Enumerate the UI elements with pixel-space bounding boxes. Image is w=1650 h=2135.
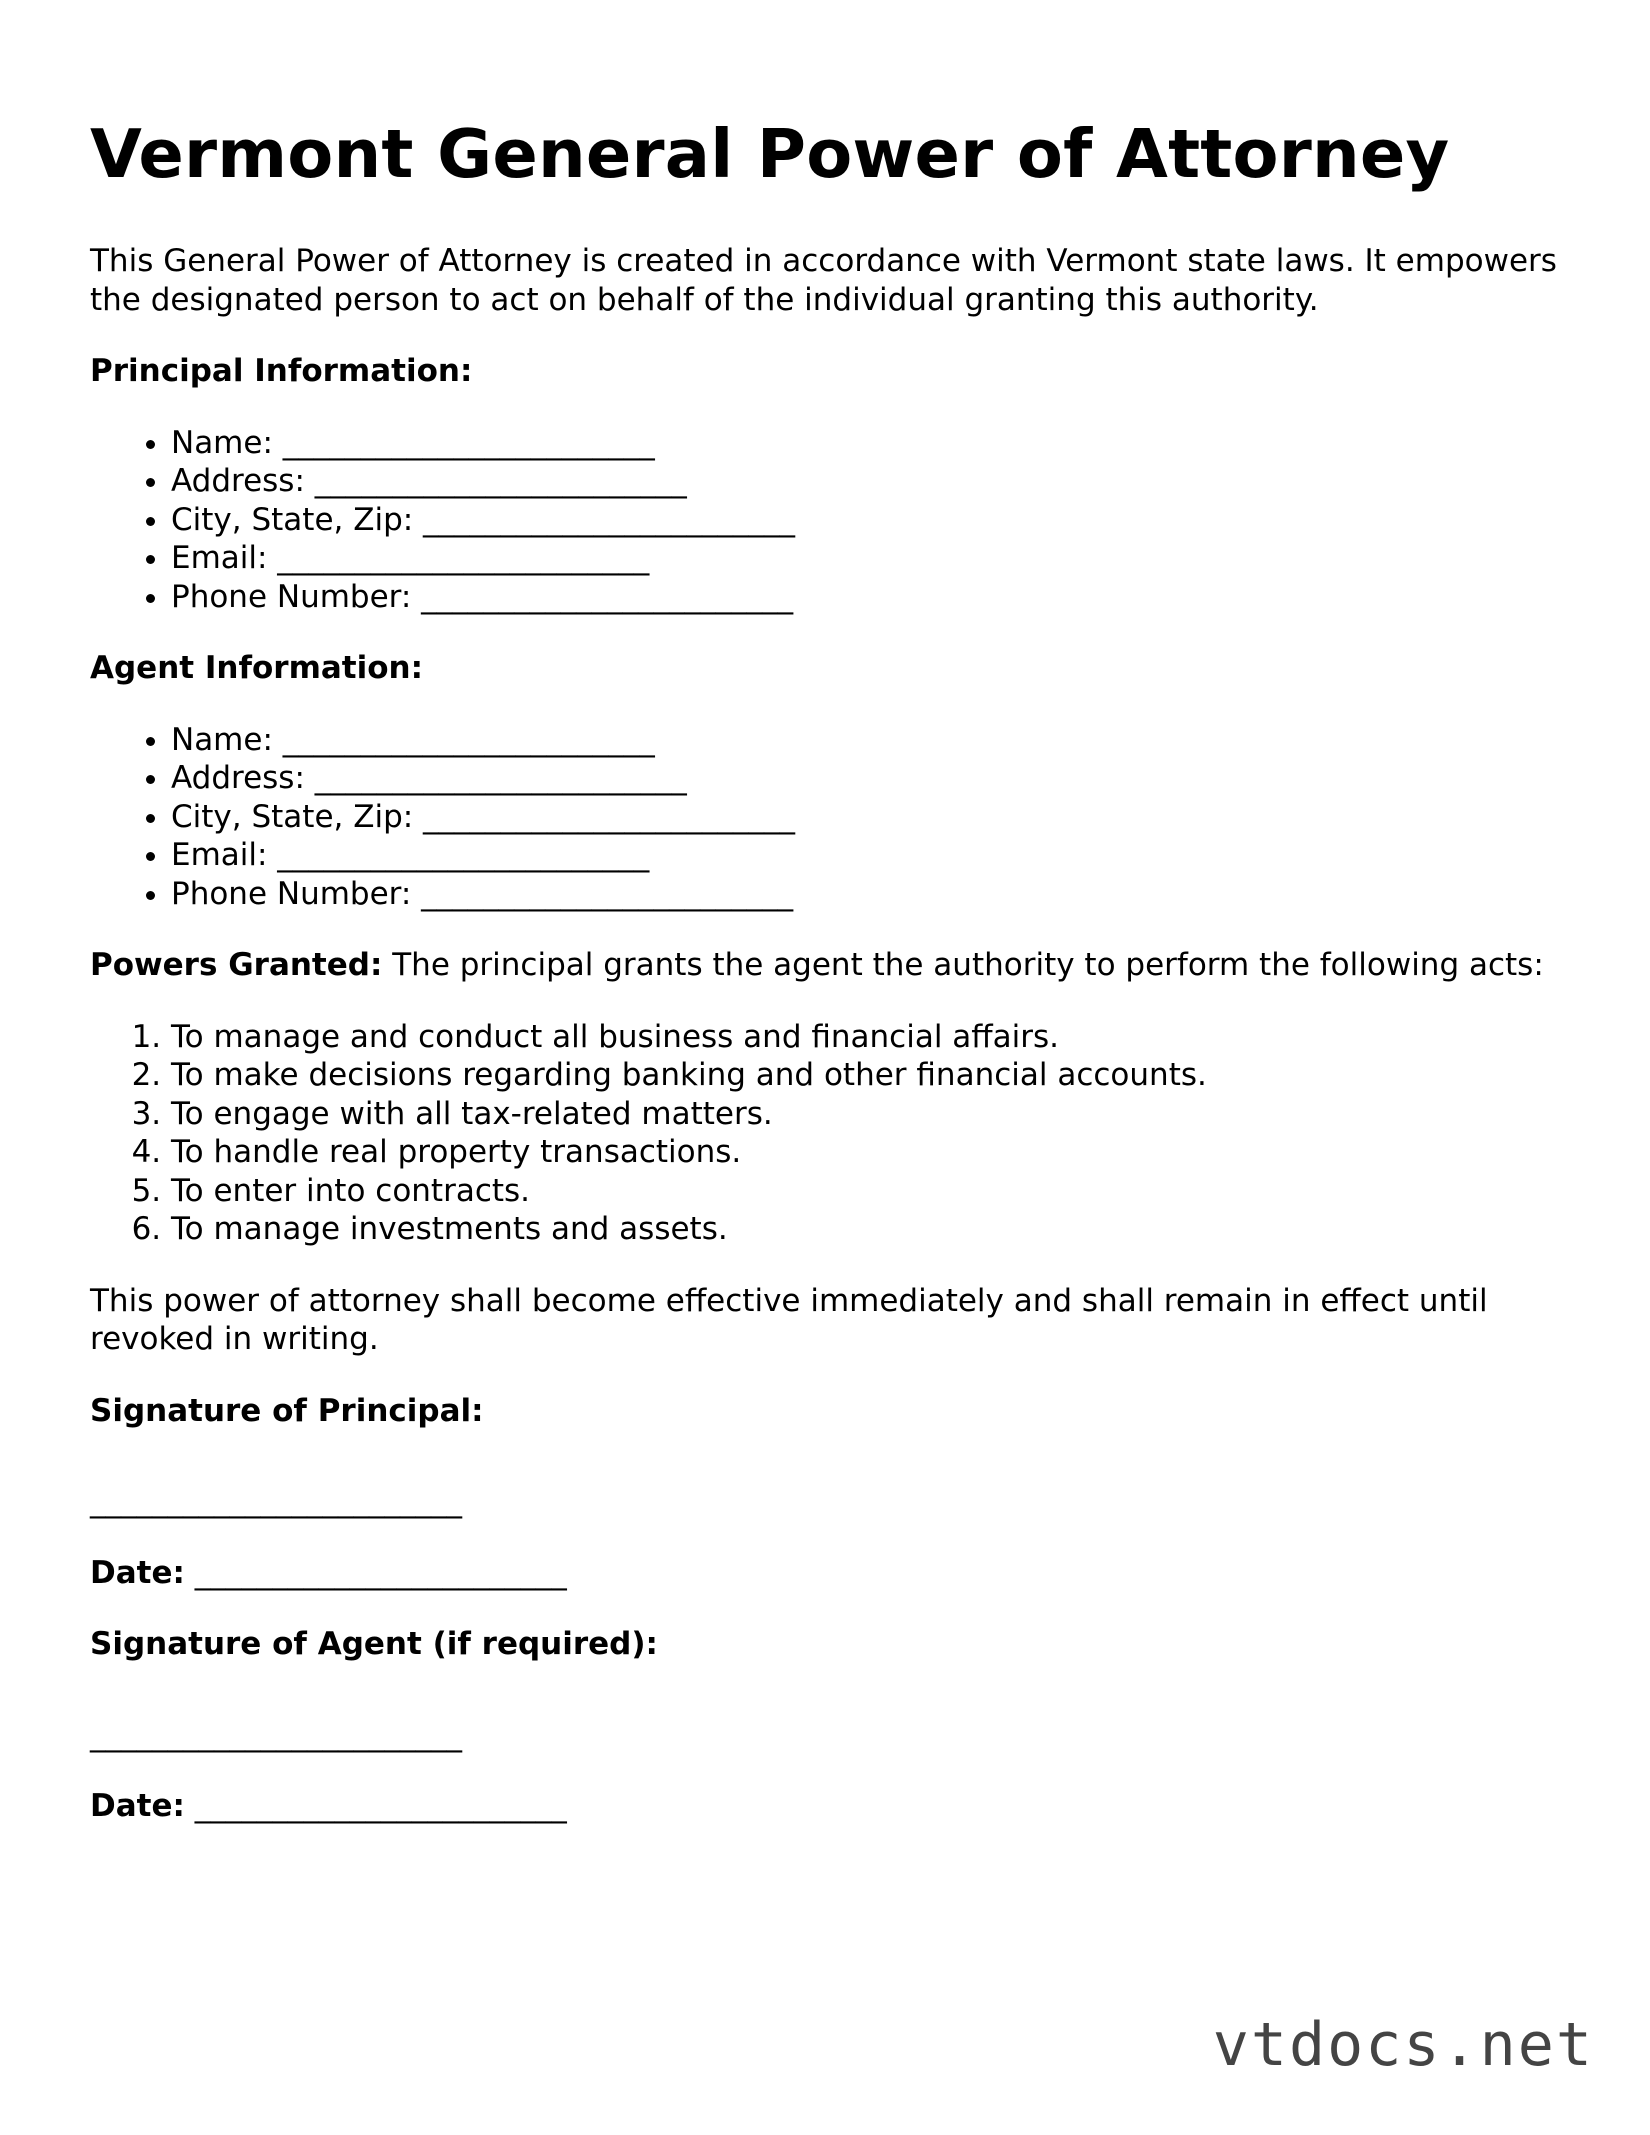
principal-date-blank: ________________________ <box>184 1554 567 1591</box>
document-title: Vermont General Power of Attorney <box>90 115 1450 193</box>
principal-name-field: • Name: ________________________ <box>171 424 1570 463</box>
agent-date-line <box>90 1787 1570 1826</box>
powers-list <box>90 1018 1570 1249</box>
effective-clause: This power of attorney shall become effective immediately and shall remain in effect until revoked in writing. <box>90 1282 1488 1357</box>
agent-date-label: Date: <box>90 1788 185 1824</box>
intro-paragraph: This General Power of Attorney is created in accordance with Vermont state laws. It empowers the designated person to act on behalf of the individual granting this authority. <box>90 243 1557 318</box>
power-item: 1. To manage and conduct all business and financial affairs. <box>171 1018 1570 1057</box>
agent-signature-heading: Signature of Agent (if required): <box>90 1626 658 1662</box>
principal-city-state-zip-field: • City, State, Zip: ________________________ <box>171 501 1570 540</box>
principal-email-field: • Email: ________________________ <box>171 539 1570 578</box>
document-page <box>90 0 1570 1826</box>
agent-city-state-zip-field: • City, State, Zip: ________________________ <box>171 798 1570 837</box>
principal-date-line <box>90 1554 1570 1593</box>
power-item: 6. To manage investments and assets. <box>171 1210 1570 1249</box>
agent-info-list <box>90 721 1570 914</box>
principal-phone-field: • Phone Number: ________________________ <box>171 578 1570 617</box>
powers-granted-paragraph <box>90 946 1570 985</box>
agent-signature-line: ________________________ <box>90 1716 462 1753</box>
power-item: 5. To enter into contracts. <box>171 1172 1570 1211</box>
principal-signature-heading: Signature of Principal: <box>90 1392 484 1429</box>
agent-phone-field: • Phone Number: ________________________ <box>171 875 1570 914</box>
power-item: 2. To make decisions regarding banking and other financial accounts. <box>171 1056 1570 1095</box>
principal-signature-line: ________________________ <box>90 1483 462 1519</box>
principal-info-heading: Principal Information: <box>90 353 473 389</box>
powers-granted-heading: Powers Granted: <box>90 947 383 983</box>
power-item: 4. To handle real property transactions. <box>171 1133 1570 1172</box>
power-item: 3. To engage with all tax-related matters. <box>171 1095 1570 1134</box>
agent-date-blank: ________________________ <box>184 1788 567 1824</box>
agent-name-field: • Name: ________________________ <box>171 721 1570 760</box>
principal-info-list <box>90 424 1570 617</box>
agent-info-heading: Agent Information: <box>90 650 423 686</box>
agent-address-field: • Address: ________________________ <box>171 759 1570 798</box>
principal-date-label: Date: <box>90 1554 185 1591</box>
watermark-text: vtdocs.net <box>1212 2010 1594 2080</box>
agent-email-field: • Email: ________________________ <box>171 836 1570 875</box>
powers-granted-text: The principal grants the agent the authority to perform the following acts: <box>382 947 1544 983</box>
principal-address-field: • Address: ________________________ <box>171 462 1570 501</box>
